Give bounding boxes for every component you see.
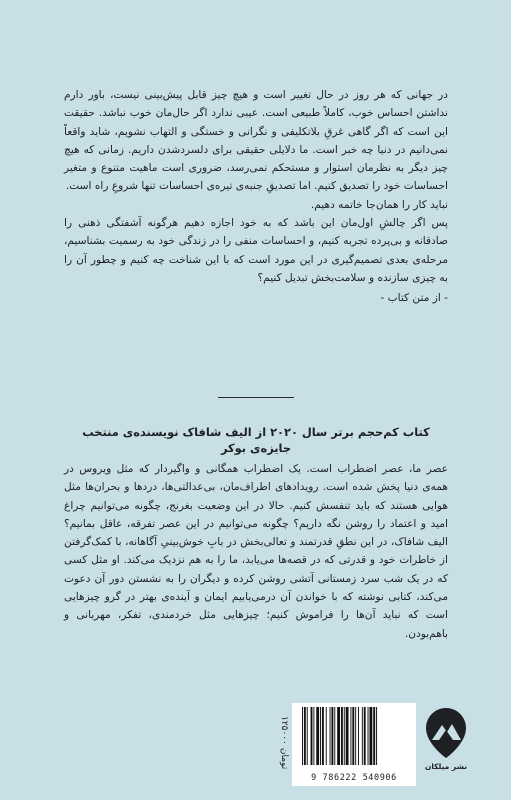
excerpt-paragraph-3: پس اگر چالشِ اول‌مان این باشد که به خود اجازه دهیم هرگونه آشفتگی ذهنی را صادقانه و بی‌پرده تجربه کنیم، و احساسات منفی را در زندگی خود به رسمیت بشناسیم، مرحله‌ی بعدی تصمیم‌گیری در این مورد است که با این شناخت چه کنیم و چطور آن را به چیزی سازنده و سلامت‌بخش تبدیل کنیم؟: [64, 217, 448, 284]
excerpt-paragraph-1: در جهانی که هر روز در حال تغییر است و هیچ چیز قابل پیش‌بینی نیست، باور دارم نداشتن احساس خوب، کاملاً طبیعی است. عیبی ندارد اگر حال‌مان خوب نباشد. حقیقت این است که اگر گاهی غرقِ بلاتکلیفی و نگرانی و خستگی و التهاب نشویم، شاید واقعاً نمی‌دانیم در دنیا چه خبر است. ما دلایلی حقیقی برای دلسردشدن داریم. زمانی که هیچ چیز دیگر به نظرمان استوار و مستحکم نمی‌رسد، ضروری است ماهیت متنوع و متغیر احساسات خود را تصدیق کنیم. اما تصدیقِ جنبه‌ی تیره‌ی احساسات تنها شروعِ راه است.: [64, 89, 448, 193]
section-divider: [218, 397, 294, 398]
description-paragraph: عصر ما، عصر اضطراب است. یک اضطراب همگانی و واگیردار که مثل ویروس در همه‌ی دنیا پخش شده است. رویدادهای اطراف‌مان، بی‌عدالتی‌ها، دردها و بحران‌ها مثل هوایی هستند که باید تنفسش کنیم. حالا در این وضعیت بغرنج، چگونه می‌توانیم چراغ امید و اعتماد را روشن نگه داریم؟ چگونه می‌توانیم در این عصر تفرقه، عاقل بمانیم؟ الیف شافاک، در این نطقِ قدرتمند و تعالی‌بخش در بابِ خوش‌بینیِ آگاهانه، با کمک‌گرفتن از خاطرات خود و قدرتی که در قصه‌ها می‌یابد، ما را به هم نزدیک می‌کند. او مثل کسی که در یک شب سرد زمستانی آتشی روشن کرده و دیگران را به نشستن دور آن دعوت می‌کند، کتابی نوشته که با خواندن آن درمی‌یابیم ایمان و آینده‌ی بهتر در گرو چیزهایی است که نباید آن‌ها را فراموش کنیم؛ چیزهایی مثل خردمندی، تفکر، مهربانی و باهم‌بودن.: [64, 463, 448, 640]
isbn-barcode: [292, 703, 416, 786]
book-description: [64, 460, 448, 643]
barcode-bars: [300, 707, 408, 765]
book-headline: کتاب کم‌حجم برتر سال ۲۰۲۰ از الیف شافاک نویسنده‌ی منتخب جایزه‌ی بوکر: [82, 425, 430, 455]
publisher-name: نشر میلکان: [424, 762, 468, 771]
barcode-digits: 9 786222 540906: [311, 773, 397, 783]
excerpt-paragraph-2: نباید کار را همان‌جا خاتمه دهیم.: [310, 198, 448, 211]
publisher-mountains-icon: [424, 706, 468, 760]
excerpt-attribution: - از متن کتاب -: [380, 292, 448, 305]
price-label: ۱۲۵۰۰۰ تومان: [279, 716, 289, 770]
publisher-logo: [424, 706, 468, 778]
excerpt-quote: [64, 86, 448, 308]
